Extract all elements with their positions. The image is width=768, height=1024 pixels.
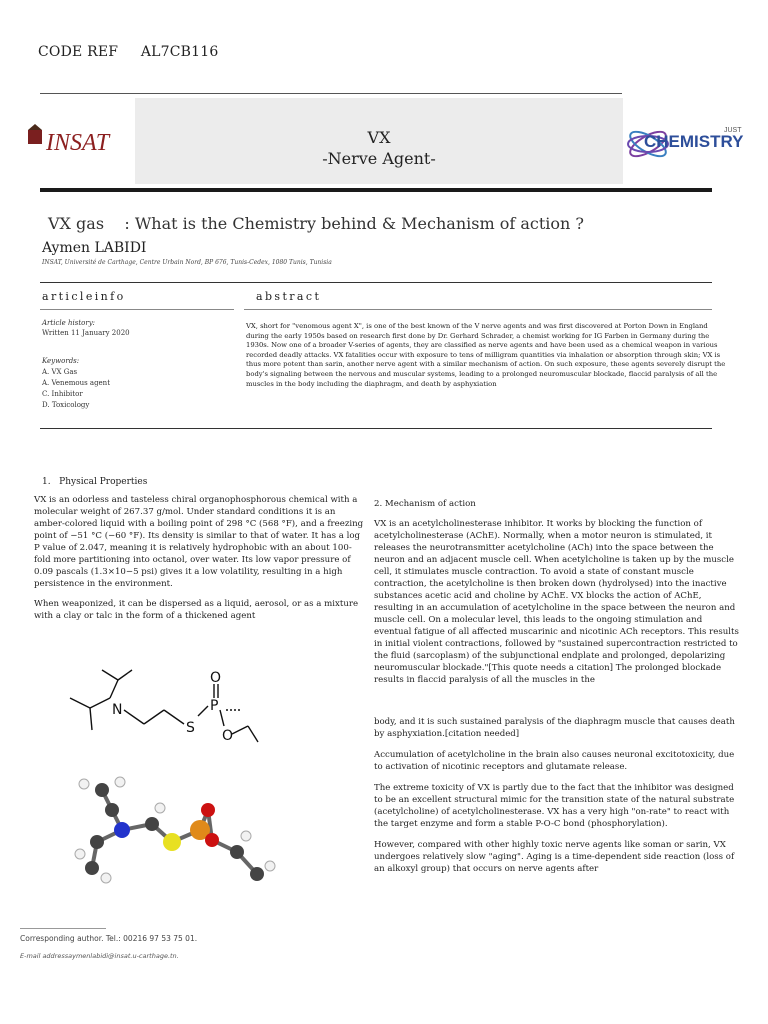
mechanism-paragraph-1: VX is an acetylcholinesterase inhibitor. It works by blocking the function of acetylcholinesterase (AChE). Normally, when a motor neuron is stimulated, it releases the neurotransmitter acetylcholine (ACh) into the space between the neuron and an adjacent muscle cell. When acetylcholine is taken up by the muscle cell, it stimulates muscle contraction. To avoid a state of constant muscle contraction, the acetylcholine is then broken down (hydrolysed) into the inactive substances acetic acid and choline by AChE. VX blocks the action of AChE, resulting in an accumulation of acetylcholine in the space between the neuron and muscle cell. On a molecular level, this leads to the ongoing stimulation and eventual fatigue of all affected muscarinic and nicotinic ACh receptors. This results in initial violent contractions, followed by "sustained supercontraction restricted to the fluid (sarcoplasm) of the subjunctional endplate and prolonged, depolarizing neuromuscular blockade."[This quote needs a citation] The prolonged blockade results in flaccid paralysis of all the muscles in the	[374, 519, 739, 685]
svg-text:JUST: JUST	[724, 127, 742, 134]
svg-text:P: P	[210, 698, 219, 714]
mechanism-paragraph-2: body, and it is such sustained paralysis of the diaphragm muscle that causes death by asphyxiation.[citation needed]	[374, 717, 735, 739]
keyword-item: C. Inhibitor	[42, 390, 83, 398]
atom-icon	[626, 104, 750, 182]
abstract-bottom-rule	[40, 428, 712, 429]
article-info-heading: articleinfo	[42, 290, 126, 303]
keyword-item: A. Venemous agent	[42, 379, 111, 387]
article-info-rule	[40, 309, 234, 310]
mechanism-paragraph-4: The extreme toxicity of VX is partly due to the fact that the inhibitor was designed to be an excellent structural mimic for the transition state of the natural substrate (acetylcholine) of acetylcholinesterase. VX has a very high "on-rate" to react with the target enzyme and form a stable P-O-C bond (phosphorylation).	[374, 783, 735, 829]
physical-text	[34, 494, 366, 622]
keyword-item: D. Toxicology	[42, 401, 90, 409]
svg-text:O: O	[222, 728, 234, 744]
svg-text:N: N	[112, 702, 123, 718]
chemistry-logo	[626, 104, 750, 182]
footnote-rule	[20, 928, 106, 929]
top-rule	[40, 93, 622, 94]
physical-paragraph-1: VX is an odorless and tasteless chiral organophosphorous chemical with a molecular weight of 267.37 g/mol. Under standard conditions it is an amber-colored liquid with a boiling point of 298 °C (568 °F), and a freezing point of −51 °C (−60 °F). Its density is similar to that of water. It has a log P value of 2.047, meaning it is relatively hydrophobic with an about 100-fold more partitioning into octanol, over water. Its low vapor pressure of 0.09 pascals (1.3×10−5 psi) gives it a low volatility, resulting in a high persistence in the environment.	[34, 495, 364, 589]
history-label: Article history:	[42, 319, 96, 327]
keyword-item: A. VX Gas	[42, 368, 78, 376]
mechanism-paragraph-5: However, compared with other highly toxic nerve agents like soman or sarin, VX undergoes relatively slow "aging". Aging is a time-dependent side reaction (loss of an alkoxyl group) that occurs on nerve agents after	[374, 840, 735, 874]
title-banner	[135, 98, 623, 184]
code-ref-value: AL7CB116	[140, 44, 219, 60]
abstract-text: VX, short for "venomous agent X", is one of the best known of the V nerve agents and was first discovered at Porton Down in England during the early 1950s based on research first done by Dr. Gerhard Schrader, a chemist working for IG Farben in Germany during the 1930s. Now one of a broader V-series of agents, they are classified as nerve agents and have been used as a chemical weapon in various recorded deadly attacks. VX fatalities occur with exposure to tens of milligram quantities via inhalation or absorption through skin; VX is thus more potent than sarin, another nerve agent with a similar mechanism of action. On such exposure, these agents severely disrupt the body's signaling between the nervous and muscular systems, leading to a prolonged neuromuscular blockade, flaccid paralysis of all the muscles in the body including the diaphragm, and death by asphyxiation	[246, 322, 726, 388]
svg-text:S: S	[186, 720, 195, 736]
section-heading-mechanism: 2. Mechanism of action	[374, 499, 476, 509]
abstract-rule	[244, 309, 712, 310]
banner-subtitle: -Nerve Agent-	[322, 149, 436, 168]
svg-text:CHEMISTRY: CHEMISTRY	[644, 132, 744, 151]
email-address: E-mail addressaymenlabidi@insat.u-carthage.tn.	[20, 952, 179, 960]
paper-title: VX gas : What is the Chemistry behind & Mechanism of action ?	[48, 214, 584, 233]
physical-paragraph-2: When weaponized, it can be dispersed as a liquid, aerosol, or as a mixture with a clay or talc in the form of a thickened agent	[34, 599, 359, 621]
corresponding-author: Corresponding author. Tel.: 00216 97 53 75 01.	[20, 934, 198, 943]
author-rule	[40, 282, 712, 283]
code-ref	[38, 44, 236, 60]
author: Aymen LABIDI	[42, 240, 147, 256]
section-heading-physical: 1. Physical Properties	[42, 477, 148, 487]
mechanism-paragraph-3: Accumulation of acetylcholine in the brain also causes neuronal excitotoxicity, due to activation of nicotinic receptors and glutamate release.	[374, 750, 735, 772]
mechanism-text	[374, 518, 740, 875]
banner-title: VX	[367, 128, 391, 147]
affiliation: INSAT, Université de Carthage, Centre Urbain Nord, BP 676, Tunis-Cedex, 1080 Tunis, Tunisia	[42, 259, 332, 266]
keywords-label: Keywords:	[42, 357, 80, 365]
vx-skeletal-structure	[62, 660, 262, 764]
svg-text:O: O	[210, 670, 222, 686]
history-value: Written 11 January 2020	[42, 329, 130, 337]
insat-logo-icon	[26, 124, 130, 156]
banner-rule	[40, 188, 712, 192]
vx-ball-and-stick-model	[62, 770, 282, 894]
abstract-heading: abstract	[256, 290, 322, 303]
code-ref-label: CODE REF	[38, 44, 119, 60]
svg-text:INSAT: INSAT	[46, 130, 110, 156]
